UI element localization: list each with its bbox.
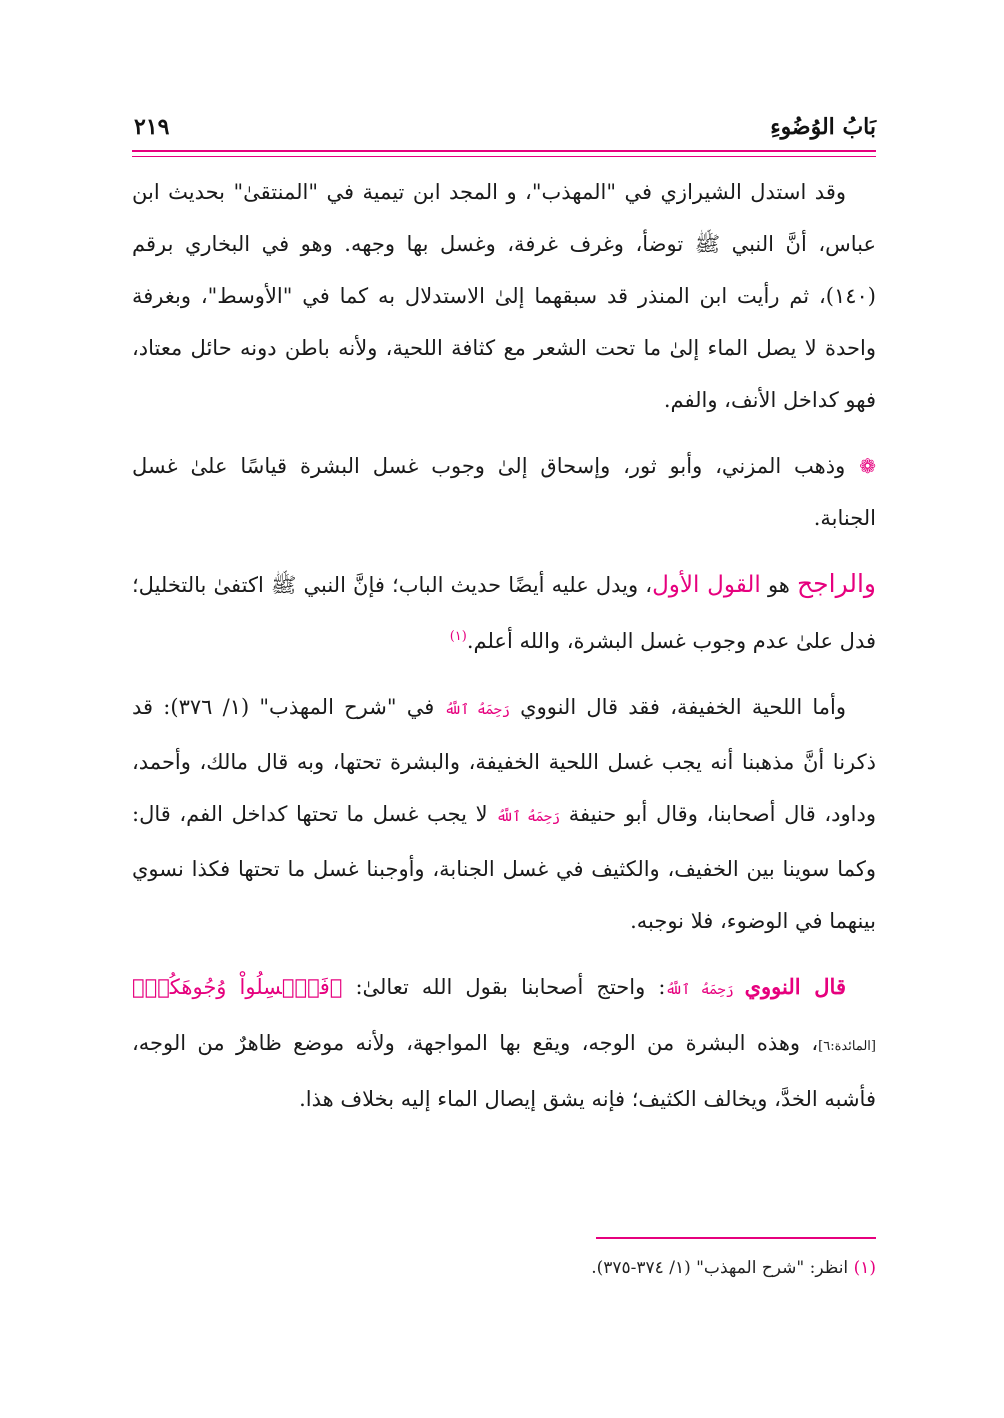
paragraph-2-text: وذهب المزني، وأبو ثور، وإسحاق إلىٰ وجوب غسل البشرة قياسًا علىٰ غسل الجنابة. — [132, 454, 876, 530]
verse-reference: [المائدة:٦] — [818, 1039, 876, 1054]
footnote-number: (١) — [853, 1258, 876, 1278]
paragraph-3 — [132, 558, 876, 667]
flower-ornament-icon: ❁ — [859, 454, 876, 478]
header-rule-bottom — [132, 156, 876, 157]
paragraph-5 — [132, 961, 876, 1125]
footnote — [132, 1258, 876, 1278]
paragraph-1 — [132, 166, 876, 426]
paragraph-1-text: وقد استدل الشيرازي في "المهذب"، و المجد ابن تيمية في "المنتقىٰ" بحديث ابن عباس، أنَّ النبي ﷺ توضأ، وغرف غرفة، وغسل بها وجهه. وهو في البخاري برقم (١٤٠)، ثم رأيت ابن المنذر قد سبقهما إلىٰ الاستدلال به كما في "الأوسط"، وبغرفة واحدة لا يصل الماء إلىٰ ما تحت الشعر مع كثافة اللحية، ولأنه باطن دونه حائل معتاد، فهو كداخل الأنف، والفم. — [132, 180, 876, 412]
paragraph-5-text-b: ، وهذه البشرة من الوجه، ويقع بها المواجهة، ولأنه موضع ظاهرٌ من الوجه، فأشبه الخدَّ، ويخالف الكثيف؛ فإنه يشق إيصال الماء إليه بخلاف هذا. — [132, 1031, 876, 1111]
footnote-text: انظر: "شرح المهذب" (١/ ٣٧٤-٣٧٥). — [591, 1258, 854, 1278]
nawawi-label: قال النووي — [744, 974, 846, 999]
chapter-title: بَابُ الوُضُوءِ — [770, 114, 876, 140]
rajih-label: والراجح — [797, 569, 876, 598]
header-rule-top — [132, 150, 876, 152]
paragraph-5-text-a: : واحتج أصحابنا بقول الله تعالىٰ: — [342, 975, 666, 999]
paragraph-4-text-b: في "شرح المهذب" (١/ ٣٧٦): قد ذكرنا أنَّ مذهبنا أنه يجب غسل اللحية الخفيفة، والبشرة تحتها، وبه قال مالك، وأحمد، وداود، قال أصحابنا، وقال أبو حنيفة — [132, 695, 876, 826]
paragraph-2 — [132, 440, 876, 544]
paragraph-3-text-b: ، ويدل عليه أيضًا حديث الباب؛ فإنَّ النبي ﷺ اكتفىٰ بالتخليل؛ فدل علىٰ عدم وجوب غسل البشرة، والله أعلم. — [132, 573, 876, 653]
main-text — [132, 166, 876, 1139]
footnote-rule — [596, 1237, 876, 1239]
paragraph-4-text-a: وأما اللحية الخفيفة، فقد قال النووي — [509, 695, 846, 719]
quran-verse: ﴿فَٱغۡسِلُواْ وُجُوهَكُمۡ﴾ — [132, 975, 343, 999]
honorific-1: رَحِمَهُ ٱللَّهُ — [444, 702, 510, 718]
paragraph-4 — [132, 681, 876, 947]
honorific-3: رَحِمَهُ ٱللَّهُ — [665, 982, 745, 998]
honorific-2: رَحِمَهُ ٱللَّهُ — [496, 809, 561, 825]
paragraph-3-text-a: هو — [760, 573, 798, 597]
page-header — [132, 110, 876, 150]
paragraph-4-text-c: لا يجب غسل ما تحتها كداخل الفم، قال: وكما سوينا بين الخفيف، والكثيف في غسل الجنابة، وأوجبنا غسل ما تحتها فكذا نسوي بينهما في الوضوء، فلا نوجبه. — [132, 802, 876, 933]
footnote-reference[interactable]: (١) — [449, 629, 467, 644]
page-number: ٢١٩ — [134, 114, 170, 140]
first-opinion-label: القول الأول — [652, 572, 761, 598]
